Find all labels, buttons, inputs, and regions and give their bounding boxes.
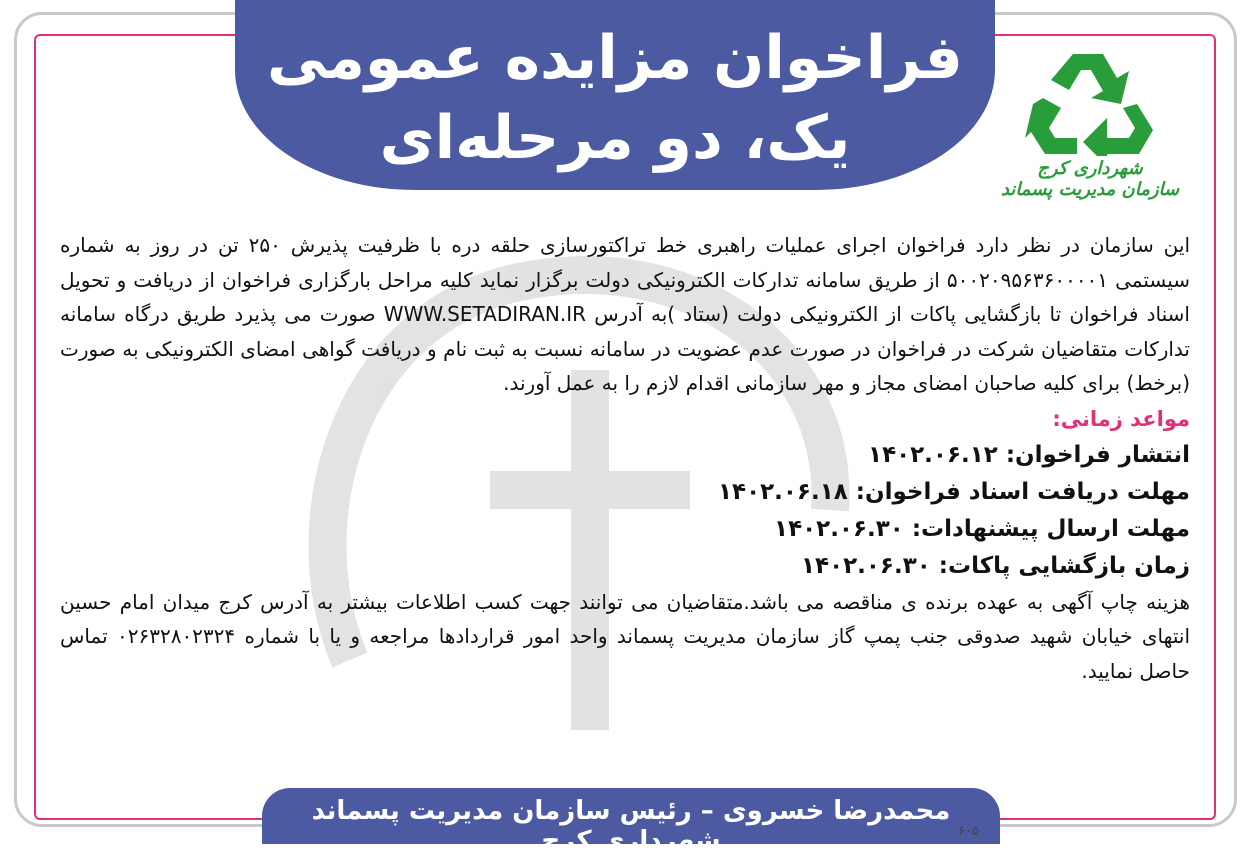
closing-paragraph: هزینه چاپ آگهی به عهده برنده ی مناقصه می باشد.متقاضیان می توانند جهت کسب اطلاعات بیشتر به آدرس کرج میدان امام حسین انتهای خیابان شهید صدوقی جنب پمپ گاز سازمان مدیریت پسماند واحد امور قراردادها مراجعه و یا با شماره ۰۲۶۳۲۸۰۲۳۲۴ تماس حاصل نمایید.: [60, 589, 1191, 683]
intro-paragraph: این سازمان در نظر دارد فراخوان اجرای عملیات راهبری خط تراکتورسازی حلقه دره با ظرفیت پذیرش ۲۵۰ تن در روز به شماره سیستمی ۵۰۰۲۰۹۵۶۳۶۰۰۰۰۱ از طریق سامانه تدارکات الکترونیکی دولت برگزار نماید کلیه مراحل بارگزاری فراخوان از دریافت و تحویل اسناد فراخوان تا بازگشایی پاکات از الکترونیکی دولت (ستاد )به آدرس WWW.SETADIRAN.IR صورت می پذیرد طریق درگاه سامانه تدارکات متقاضیان شرکت در فراخوان در صورت عدم عضویت در سامانه نسبت به ثبت نام و دریافت گواهی امضای الکترونیکی به صورت (برخط) برای کلیه صاحبان امضای مجاز و مهر سازمانی اقدام لازم را به عمل آورند.: [60, 233, 1190, 395]
schedule-label: انتشار فراخوان:: [1005, 441, 1190, 468]
recycle-icon: [1025, 46, 1155, 156]
schedule-label: زمان بازگشایی پاکات:: [938, 552, 1190, 579]
title-line-2: یک، دو مرحله‌ای: [379, 103, 851, 173]
schedule-date: ۱۴۰۲.۰۶.۳۰: [774, 515, 904, 542]
schedule-date: ۱۴۰۲.۰۶.۱۲: [868, 441, 998, 468]
schedule-row: [60, 474, 1190, 511]
schedule-label: مهلت دریافت اسناد فراخوان:: [855, 478, 1190, 505]
signature-line: محمدرضا خسروی – رئیس سازمان مدیریت پسماند شهرداری کرج: [311, 796, 951, 856]
schedule-row: [60, 511, 1190, 548]
org-name-waste-management: سازمان مدیریت پسماند: [1000, 179, 1180, 200]
schedule-label: مهلت ارسال پیشنهادات:: [911, 515, 1190, 542]
schedule-row: [60, 548, 1190, 585]
org-name-municipality: شهرداری کرج: [1037, 158, 1143, 179]
page-title: [235, 18, 995, 178]
page-number: ۶۰۵: [958, 824, 979, 839]
title-line-1: فراخوان مزایده عمومی: [267, 23, 963, 93]
organization-logo: [980, 46, 1200, 216]
schedule-heading: مواعد زمانی:: [1052, 406, 1190, 431]
schedule-date: ۱۴۰۲.۰۶.۳۰: [801, 552, 931, 579]
schedule-row: [60, 437, 1190, 474]
schedule-date: ۱۴۰۲.۰۶.۱۸: [718, 478, 848, 505]
announcement-body: [60, 228, 1190, 688]
